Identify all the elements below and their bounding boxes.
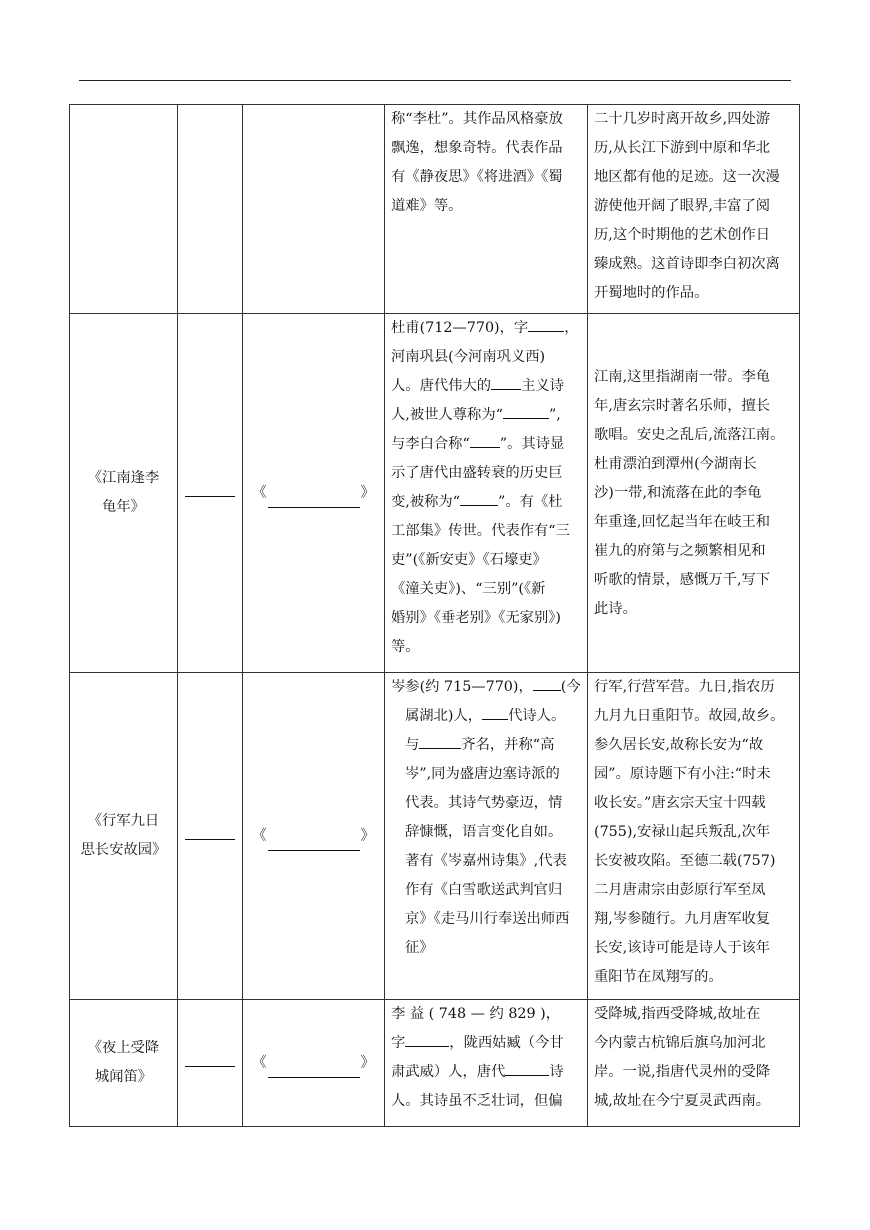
text-line: 岸。一说,指唐代灵州的受降 [594,1064,771,1080]
source-cell [243,105,385,314]
text-line: 江南,这里指湖南一带。李龟 [594,368,771,385]
text-line: 人,被世人尊称为“ ”, [391,401,581,430]
text-line: 今内蒙古杭锦后旗乌加河北 [594,1035,766,1051]
source-cell [243,314,385,673]
fill-blank[interactable] [533,676,561,691]
author-intro-cell [385,314,588,673]
table-row [70,1000,800,1127]
poetry-worksheet-table [69,104,800,1127]
fill-blank[interactable] [505,1061,549,1076]
text-line: 城,故址在今宁夏灵武西南。 [594,1093,771,1109]
text-line: 京》《走马川行奉送出师西 [405,911,570,927]
fill-blank[interactable] [482,705,508,720]
text-line: 道难》等。 [391,198,463,214]
fill-blank[interactable] [405,1032,449,1047]
text-line: 人。唐代伟大的 主义诗 [391,372,581,401]
source-cell [243,673,385,1000]
dynasty-cell [178,314,243,673]
text-line: 此诗。 [594,600,637,617]
text-line: 受降城,指西受降城,故址在 [594,1006,761,1022]
header-rule [79,80,791,81]
text-line: 历,这个时期他的艺术创作日 [594,227,771,243]
poem-title-cell [70,673,178,1000]
text-line: 吏”(《新安吏》《石壕吏》 [391,552,547,568]
dynasty-blank[interactable] [185,825,235,840]
text-line: 年,唐玄宗时著名乐师，擅长 [594,397,771,414]
text-line: 听歌的情景，感慨万千,写下 [594,571,771,588]
text-line: 称“李杜”。其作品风格豪放 [391,111,563,127]
poem-title-cell [70,105,178,314]
text-line: 征》 [405,940,434,956]
text-line: 歌唱。安史之乱后,流落江南。 [594,426,785,443]
text-line: 行军,行营军营。九日,指农历 [594,679,775,695]
text-line: 沙)一带,和流落在此的李龟 [594,484,762,501]
text-line: 臻成熟。这首诗即李白初次离 [594,256,780,272]
text-line: 有《静夜思》《将进酒》《蜀 [391,169,563,185]
background-notes-cell [588,673,800,1000]
table-row [70,673,800,1000]
text-line: 年重逢,回忆起当年在岐王和 [594,513,771,530]
table-row [70,314,800,673]
background-notes-cell [588,1000,800,1127]
text-line: 等。 [391,639,420,655]
text-line: 肃武威）人，唐代 诗 [391,1058,581,1087]
text-line: 字 ，陇西姑臧（今甘 [391,1029,581,1058]
text-line: 岑”,同为盛唐边塞诗派的 [405,766,560,782]
fill-blank[interactable] [528,317,564,332]
text-line: 代表。其诗气势豪迈，情 [405,795,563,811]
author-intro-cell [385,673,588,1000]
text-line: 变,被称为“ ”。有《杜 [391,488,581,517]
text-line: 飘逸，想象奇特。代表作品 [391,140,563,156]
poem-title: 《江南逢李 龟年》 [87,470,160,515]
text-line: 园”。原诗题下有小注:“时未 [594,766,771,782]
text-line: 杜甫漂泊到潭州(今湖南长 [594,455,757,472]
text-line: 与李白合称“ ”。其诗显 [391,430,581,459]
text-line: 作有《白雪歌送武判官归 [405,882,563,898]
text-line: 河南巩县(今河南巩义西) [391,349,546,365]
text-line: 示了唐代由盛转衰的历史巨 [391,465,563,481]
text-line: 工部集》传世。代表作有“三 [391,523,570,539]
text-line: 著有《岑嘉州诗集》,代表 [405,853,567,869]
text-line: 杜甫(712—770)，字 ， [391,314,581,343]
text-line: 属湖北)人， 代诗人。 [391,702,581,731]
text-line: 二十几岁时离开故乡,四处游 [594,111,771,127]
dynasty-blank[interactable] [185,482,235,497]
fill-blank[interactable] [470,433,500,448]
text-line: 重阳节在凤翔写的。 [594,969,723,985]
text-line: 参久居长安,故称长安为“故 [594,737,764,753]
text-line: 《潼关吏》)、“三别”(《新 [391,581,546,597]
text-line: 二月唐肃宗由彭原行军至凤 [594,882,766,898]
dynasty-cell [178,105,243,314]
source-blank[interactable]: 《 》 [252,822,375,851]
text-line: 与 齐名，并称“高 [391,731,581,760]
author-intro-cell [385,105,588,314]
source-blank[interactable]: 《 》 [252,1049,375,1078]
table-row [70,105,800,314]
text-line: 游使他开阔了眼界,丰富了阅 [594,198,771,214]
text-line: 翔,岑参随行。九月唐军收复 [594,911,771,927]
text-line: (755),安禄山起兵叛乱,次年 [594,824,771,840]
text-line: 李 益 ( 748 — 约 829 )， [391,1006,561,1022]
dynasty-cell [178,673,243,1000]
fill-blank[interactable] [491,375,521,390]
text-line: 长安,该诗可能是诗人于该年 [594,940,771,956]
source-cell [243,1000,385,1127]
poem-title-cell [70,1000,178,1127]
text-line: 崔九的府第与之频繁相见和 [594,542,766,559]
text-line: 收长安。”唐玄宗天宝十四载 [594,795,766,811]
source-blank[interactable]: 《 》 [252,479,375,508]
background-notes-cell [588,314,800,673]
text-line: 人。其诗虽不乏壮词，但偏 [391,1093,563,1109]
poem-title: 《行军九日 思长安故园》 [80,813,167,858]
background-notes-cell [588,105,800,314]
text-line: 婚别》《垂老别》《无家别》) [391,610,561,626]
fill-blank[interactable] [503,404,549,419]
text-line: 辞慷慨，语言变化自如。 [405,824,563,840]
text-line: 九月九日重阳节。故园,故乡。 [594,708,785,724]
dynasty-cell [178,1000,243,1127]
poem-title: 《夜上受降 城闻笛》 [87,1040,160,1085]
text-line: 历,从长江下游到中原和华北 [594,140,771,156]
text-line: 地区都有他的足迹。这一次漫 [594,169,780,185]
poem-title-cell [70,314,178,673]
text-line: 岑参(约 715—770)， (今 [391,673,581,702]
fill-blank[interactable] [460,491,498,506]
text-line: 长安被攻陷。至德二载(757) [594,853,776,869]
dynasty-blank[interactable] [185,1052,235,1067]
fill-blank[interactable] [419,734,461,749]
author-intro-cell [385,1000,588,1127]
text-line: 开蜀地时的作品。 [594,285,709,301]
